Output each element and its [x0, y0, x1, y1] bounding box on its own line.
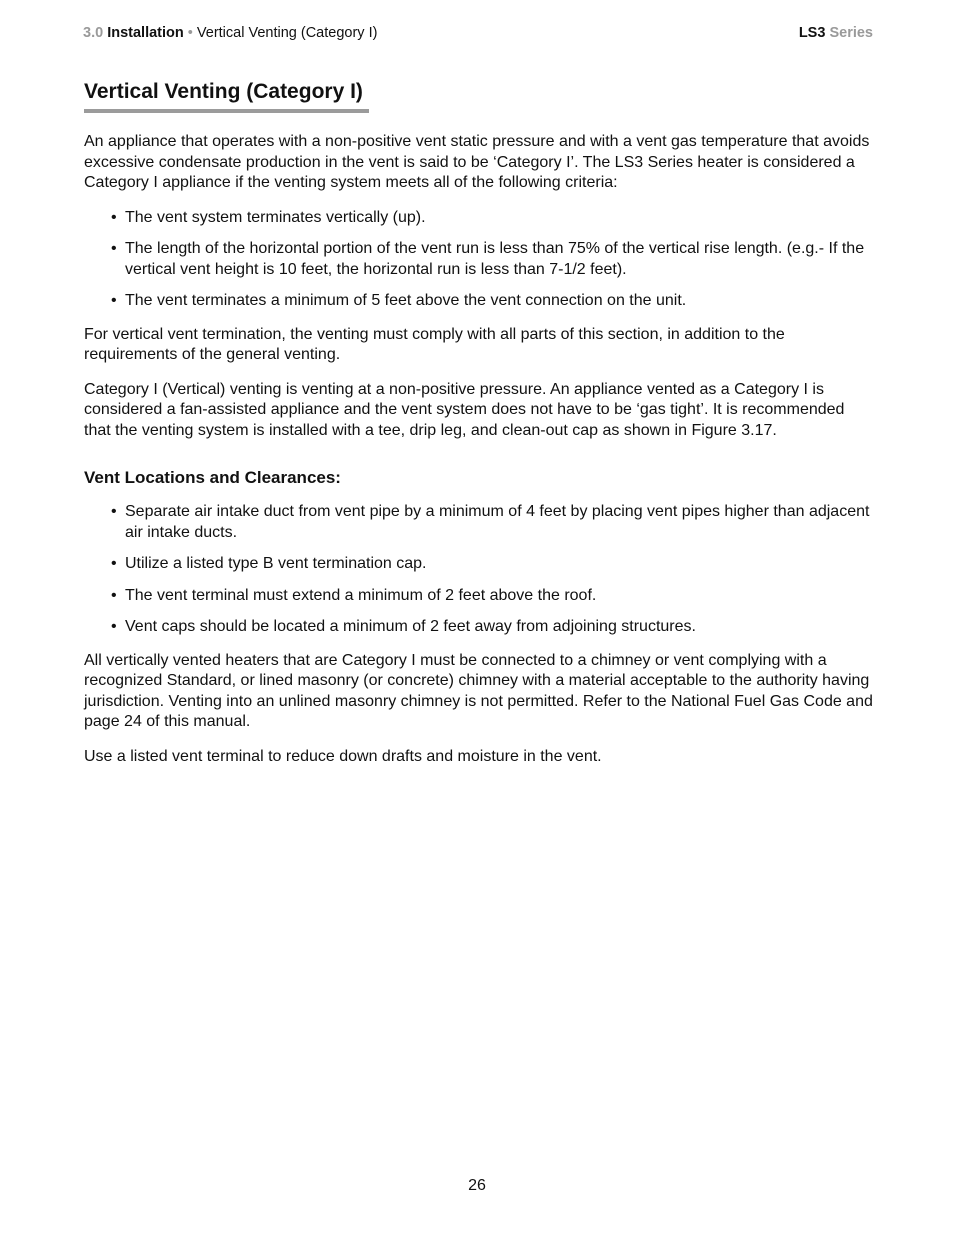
list-item-text: The vent terminal must extend a minimum of 2 feet above the roof.	[125, 586, 597, 604]
header-breadcrumb	[83, 25, 377, 41]
bullet-icon: •	[111, 503, 117, 520]
list-item-text: Separate air intake duct from vent pipe by a minimum of 4 feet by placing vent pipes higher than adjacent air intake ducts.	[125, 503, 870, 541]
list-item	[84, 586, 874, 607]
header-section-number: 3.0	[83, 25, 104, 41]
list-item-text: Vent caps should be located a minimum of 2 feet away from adjoining structures.	[125, 618, 696, 635]
bullet-icon: •	[111, 292, 117, 309]
category-paragraph: Category I (Vertical) venting is venting at a non-positive pressure. An appliance vented as a Category I is considered a fan-assisted appliance and the vent system does not have to be ‘gas tight’. It is recommended that the venting system is installed with a tee, drip leg, and clean-out cap as shown in Figure 3.17.	[84, 380, 845, 439]
criteria-list	[84, 208, 874, 312]
running-header	[83, 25, 873, 43]
bullet-icon: •	[111, 240, 117, 257]
list-item	[84, 208, 874, 229]
header-product-series	[799, 25, 873, 41]
list-item	[84, 502, 874, 543]
bullet-icon: •	[111, 208, 117, 226]
clearances-list	[84, 502, 874, 638]
compliance-paragraph: For vertical vent termination, the venting must comply with all parts of this section, in addition to the requirements of the general venting.	[84, 325, 785, 363]
header-subsection: Vertical Venting (Category I)	[196, 25, 378, 41]
list-item-text: The length of the horizontal portion of the vent run is less than 75% of the vertical rise length. (e.g.- If the vertical vent height is 10 feet, the horizontal run is less than 7-1/2 feet).	[125, 240, 865, 278]
page-number: 26	[468, 1177, 486, 1194]
list-item	[84, 617, 874, 638]
bullet-icon: •	[111, 555, 117, 572]
list-item	[84, 239, 874, 280]
list-item	[84, 554, 874, 575]
main-content	[84, 132, 874, 781]
section-subheading: Vent Locations and Clearances:	[84, 468, 341, 487]
list-item	[84, 291, 874, 312]
bullet-icon: •	[111, 618, 117, 635]
title-block	[84, 79, 369, 113]
title-underline	[84, 109, 369, 113]
terminal-paragraph: Use a listed vent terminal to reduce down drafts and moisture in the vent.	[84, 747, 602, 765]
chimney-paragraph: All vertically vented heaters that are Category I must be connected to a chimney or vent complying with a recognized Standard, or lined masonry (or concrete) chimney with a material acceptable to the authority having jurisdiction. Venting into an unlined masonry chimney is not permitted. Refer to the National Fuel Gas Code and page 24 of this manual.	[84, 651, 873, 730]
header-series: Series	[829, 25, 873, 41]
list-item-text: The vent system terminates vertically (up).	[125, 208, 426, 226]
page-title: Vertical Venting (Category I)	[84, 80, 363, 103]
intro-paragraph: An appliance that operates with a non-positive vent static pressure and with a vent gas temperature that avoids excessive condensate production in the vent is said to be ‘Category I’. The LS3 Series heater is considered a Category I appliance if the venting system meets all of the following criteria:	[84, 133, 870, 191]
header-product: LS3	[798, 25, 826, 41]
list-item-text: The vent terminates a minimum of 5 feet above the vent connection on the unit.	[125, 292, 687, 309]
header-separator: •	[187, 25, 193, 41]
list-item-text: Utilize a listed type B vent termination cap.	[125, 555, 427, 572]
header-section-name: Installation	[107, 25, 184, 41]
bullet-icon: •	[111, 586, 117, 604]
